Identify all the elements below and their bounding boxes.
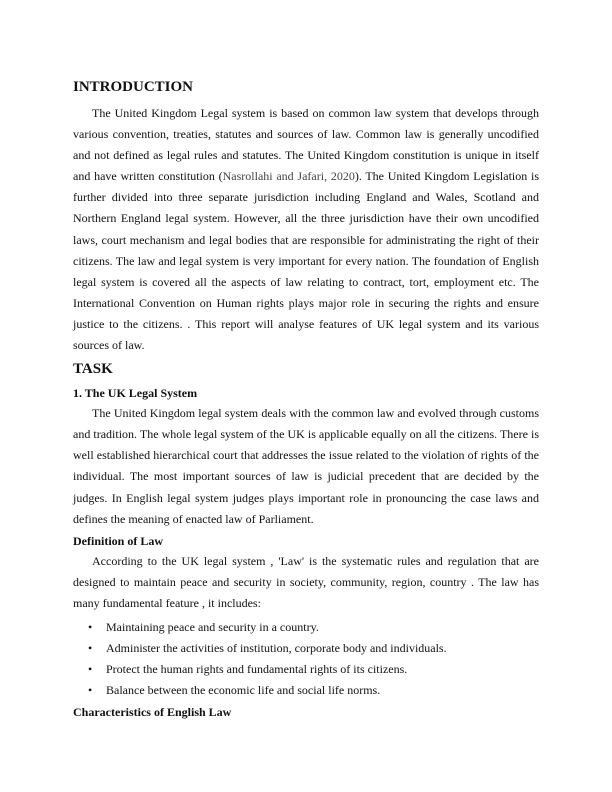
section-heading-uk-legal-system: 1. The UK Legal System bbox=[73, 386, 198, 401]
definition-of-law-paragraph: According to the UK legal system , 'Law' is the systematic rules and regulation that are designed to maintain peace and security in society, community, region, country . The law has many fundamental feature , it includes: bbox=[73, 553, 539, 610]
bullet-icon: • bbox=[88, 682, 93, 697]
citation: Nasrollahi and Jafari, 2020 bbox=[222, 169, 355, 184]
bullet-icon: • bbox=[88, 619, 93, 634]
list-item bbox=[88, 659, 539, 680]
document-body bbox=[73, 78, 539, 722]
characteristics-heading: Characteristics of English Law bbox=[73, 704, 232, 719]
list-item-text: Maintaining peace and security in a country. bbox=[106, 619, 319, 634]
list-item bbox=[88, 638, 539, 659]
definition-of-law-heading: Definition of Law bbox=[73, 533, 163, 548]
task-heading: TASK bbox=[73, 361, 113, 378]
list-item-text: Balance between the economic life and social life norms. bbox=[106, 682, 381, 697]
bullet-icon: • bbox=[88, 640, 93, 655]
list-item bbox=[88, 617, 539, 638]
introduction-heading: INTRODUCTION bbox=[73, 79, 194, 95]
list-item-text: Protect the human rights and fundamental rights of its citizens. bbox=[106, 661, 408, 676]
introduction-text-end: ). The United Kingdom Legislation is further divided into three separate jurisdiction including England and Wales, Scotland and Northern England legal system. However, all the three jurisdiction have their own uncodified laws, court mechanism and legal bodies that are responsible for administrating the right of their citizens. The law and legal system is very important for every nation. The foundation of English legal system is covered all the aspects of law relating to contract, tort, employment etc. The International Convention on Human rights plays major role in securing the rights and ensure justice to the citizens. . This report will analyse features of UK legal system and its various sources of law. bbox=[73, 169, 539, 353]
uk-legal-system-paragraph: The United Kingdom legal system deals with the common law and evolved through customs and tradition. The whole legal system of the UK is applicable equally on all the citizens. There is well established hierarchical court that addresses the issue related to the violation of rights of the individual. The most important sources of law is judicial precedent that are decided by the judges. In English legal system judges plays important role in pronouncing the case laws and defines the meaning of enacted law of Parliament. bbox=[73, 406, 539, 526]
introduction-paragraph bbox=[73, 103, 539, 356]
introduction-text-start: The United Kingdom Legal system is based on common law system that develops through various convention, treaties, statutes and sources of law. Common law is generally uncodified and not defined as legal rules and statutes. The United Kingdom constitution is unique in itself and have written constitution ( bbox=[73, 106, 539, 184]
list-item bbox=[88, 680, 539, 701]
bullet-icon: • bbox=[88, 661, 93, 676]
features-list bbox=[73, 617, 539, 701]
list-item-text: Administer the activities of institution, corporate body and individuals. bbox=[106, 640, 447, 655]
